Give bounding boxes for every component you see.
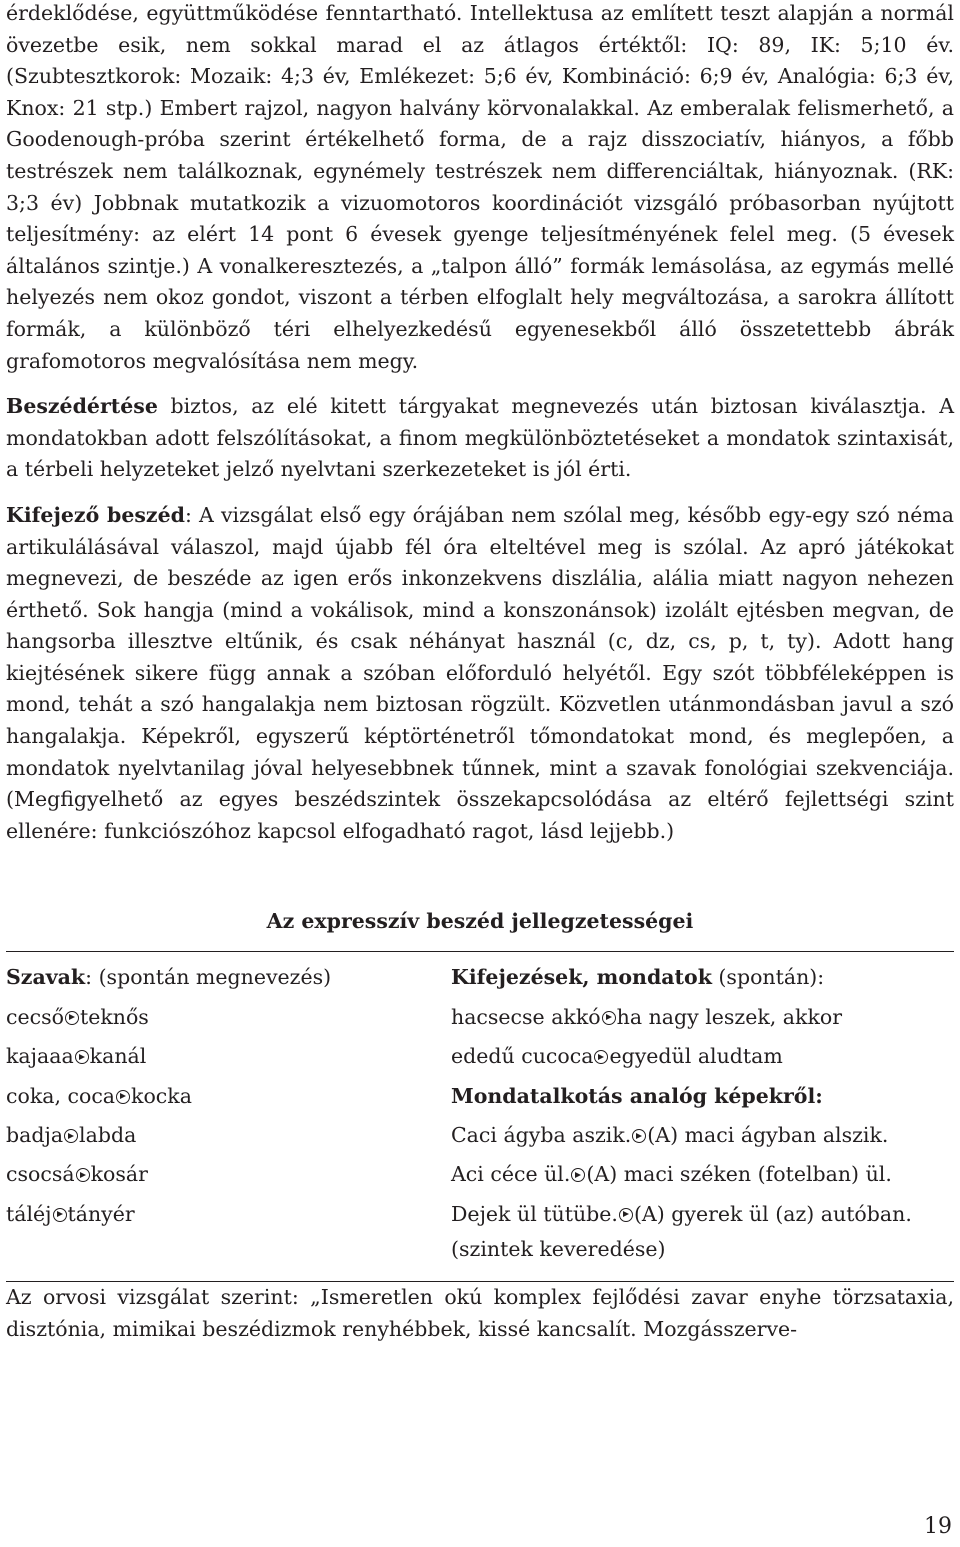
sentence-target: egyedül aludtam	[609, 1044, 783, 1069]
arrow-right-icon	[602, 1011, 616, 1025]
sentence-spoken: ededű cucoca	[451, 1044, 594, 1069]
paragraph-intellect: érdeklődése, együttműködése fenntartható. Intellektusa az említett teszt alapján a normál övezetbe esik, nem sokkal marad el az átlagos értéktől: IQ: 89, IK: 5;10 év. (Szubtesztkorok: Mozaik: 4;3 év, Emlékezet: 5;6 év, Kombináció: 6;9 év, Analógia: 6;3 év, Knox: 21 stp.) Embert rajzol, nagyon halvány körvonalakkal. Az emberalak felismerhető, a Goodenough-próba szerint értékelhető forma, de a rajz disszociatív, hiányos, a főbb testrészek nem találkoznak, egynémely testrészek nem differenciáltak, hiányoznak. (RK: 3;3 év) Jobbnak mutatkozik a vizuomotoros koordinációt vizsgáló próbasorban nyújtott teljesítmény: az elért 14 pont 6 évesek gyenge teljesítményének felel meg. (5 évesek általános szintje.) A vonalkeresztezés, a „talpon álló” formák lemásolása, az egymás mellé helyezés nem okoz gondot, viszont a térben elfoglalt hely megváltozása, a sarokra állított formák, a különböző téri elhelyezkedésű egyenesekből álló összetettebb ábrák grafomotoros megvalósítása nem megy.	[6, 1, 954, 373]
arrow-right-icon	[53, 1208, 67, 1222]
arrow-right-icon	[619, 1208, 633, 1222]
sentence-spoken: Aci céce ül.	[451, 1162, 571, 1187]
arrow-right-icon	[64, 1129, 78, 1143]
word-spoken: kajaaa	[6, 1044, 74, 1069]
word-target: teknős	[79, 1004, 149, 1029]
sentence-target: (A) gyerek ül (az) autóban.	[633, 1201, 912, 1226]
arrow-right-icon	[76, 1168, 90, 1182]
words-header-rest: : (spontán megnevezés)	[85, 965, 332, 990]
words-header-bold: Szavak	[6, 965, 86, 990]
word-row	[6, 1077, 451, 1116]
word-row	[6, 1116, 451, 1155]
word-target: kosár	[90, 1162, 148, 1187]
sentence-target: (A) maci széken (fotelban) ül.	[586, 1162, 892, 1187]
sentence-spoken: hacsecse akkó	[451, 1004, 601, 1029]
word-target: kocka	[131, 1083, 192, 1108]
word-spoken: cecső	[6, 1004, 64, 1029]
word-spoken: táléj	[6, 1201, 52, 1226]
sentence-spoken: Caci ágyba aszik.	[451, 1123, 632, 1148]
word-target: tányér	[67, 1201, 135, 1226]
sentences-header-bold: Kifejezések, mondatok	[451, 965, 712, 990]
word-row	[6, 1155, 451, 1194]
sentence-row	[451, 1037, 954, 1076]
arrow-right-icon	[65, 1011, 79, 1025]
paragraph-expressive-speech-text: : A vizsgálat első egy órájában nem szólal meg, később egy-egy szó néma artikulálásával válaszol, majd újabb fél óra elteltével meg is szólal. Az apró játékokat megnevezi, de beszéde az igen erős inkonzekvens diszlália, alália miatt nagyon nehezen érthető. Sok hangja (mind a vokálisok, mind a konszonánsok) izolált ejtésben megvan, de hangsorba illesztve eltűnik, és csak néhányat használ (c, dz, cs, p, t, ty). Adott hang kiejtésének sikere függ annak a szóban előforduló helyétől. Egy szót többféleképpen is mond, tehát a szó hangalakja nem biztosan rögzült. Közvetlen utánmondásban javul a szó hangalakja. Képekről, egyszerű képtörténetről tőmondatokat mond, és meglepően, a mondatok nyelvtanilag jóval helyesebbnek tűnnek, mint a szavak fonológiai szekvenciája. (Megfigyelhető az egyes beszédszintek összekapcsolódása az eltérő fejlettségi szint ellenére: funkciószóhoz kapcsol elfogadható ragot, lásd lejjebb.)	[6, 502, 954, 843]
sentences-subheader-bold: Mondatalkotás analóg képekről:	[451, 1083, 823, 1108]
page-number: 19	[924, 1514, 952, 1539]
sentences-header-rest: (spontán):	[711, 965, 825, 990]
expressive-speech-table	[6, 952, 954, 1281]
word-row	[6, 998, 451, 1037]
table-title: Az expresszív beszéd jellegzetességei	[266, 909, 694, 934]
sentence-target: (A) maci ágyban alszik.	[647, 1123, 889, 1148]
word-row	[6, 1037, 451, 1076]
sentence-row	[451, 1195, 954, 1234]
arrow-right-icon	[571, 1168, 585, 1182]
paragraph-comprehension-text: biztos, az elé kitett tárgyakat megnevezés után biztosan kiválasztja. A mondatokban adott felszólításokat, a finom megkülönböztetéseket a mondatok szintaxisát, a térbeli helyzeteket jelző nyelvtani szerkezeteket is jól érti.	[6, 394, 954, 482]
arrow-right-icon	[75, 1050, 89, 1064]
arrow-right-icon	[632, 1129, 646, 1143]
sentences-subheader	[451, 1077, 954, 1116]
sentence-spoken: Dejek ül tütübe.	[451, 1201, 618, 1226]
table-note: (szintek keveredése)	[451, 1237, 666, 1262]
paragraph-comprehension	[6, 391, 954, 486]
term-expressive-speech: Kifejező beszéd	[6, 502, 185, 527]
sentences-header	[451, 958, 954, 997]
arrow-right-icon	[594, 1050, 608, 1064]
words-header	[6, 958, 451, 997]
words-column	[6, 958, 451, 1265]
sentence-target: ha nagy leszek, akkor	[616, 1004, 843, 1029]
word-spoken: badja	[6, 1123, 64, 1148]
word-row	[6, 1195, 451, 1234]
arrow-right-icon	[116, 1090, 130, 1104]
sentence-row	[451, 1155, 954, 1194]
word-target: kanál	[89, 1044, 147, 1069]
sentences-column	[451, 958, 954, 1265]
word-spoken: coka, coca	[6, 1083, 116, 1108]
document-page	[6, 0, 954, 1345]
paragraph-medical: Az orvosi vizsgálat szerint: „Ismeretlen okú komplex fejlődési zavar enyhe törzsataxia, disztónia, mimikai beszédizmok renyhébbek, kissé kancsalít. Mozgásszerve-	[6, 1285, 954, 1341]
paragraph-expressive-speech	[6, 500, 954, 848]
word-spoken: csocsá	[6, 1162, 75, 1187]
term-comprehension: Beszédértése	[6, 394, 158, 419]
sentence-row	[451, 998, 954, 1037]
sentence-row	[451, 1116, 954, 1155]
word-target: labda	[79, 1123, 137, 1148]
